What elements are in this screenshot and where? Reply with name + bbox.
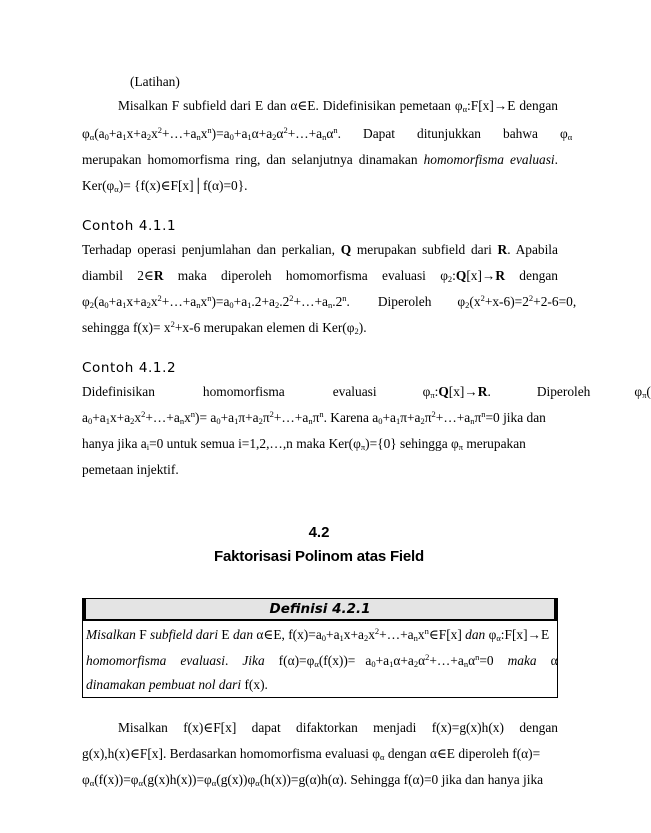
definition-header-bar (82, 598, 558, 620)
contoh2-line-4: pemetaan injektif. (82, 462, 179, 477)
contoh1-line-3: $\varphi_2(a_0+a_1x+a_2x^2+\dots+a_nx^n)=a_0+a_1.2+a_2.2^2+\dots+a_n.2^n$. Diperoleh $\varphi_2(x^2+x-6)=2^2+2-6=0$, (82, 293, 577, 310)
contoh1-line-1: Terhadap operasi penjumlahan dan perkalian, Q merupakan subfield dari R. Apabila (82, 242, 558, 257)
latihan-label: (Latihan) (130, 74, 180, 89)
contoh2-line-3: hanya jika $a_i=0$ untuk semua i=1,2,…,n maka $Ker(\varphi_\pi)=\{0\}$ sehingga $\varphi_\pi$ merupakan (82, 436, 526, 452)
intro-line-3: merupakan homomorfisma ring, dan selanjutnya dinamakan homomorfisma evaluasi. (82, 152, 558, 167)
section-number: 4.2 (308, 524, 330, 541)
definition-line-3: dinamakan pembuat nol dari f(x). (86, 677, 268, 692)
contoh-4-1-2-heading: Contoh 4.1.2 (82, 360, 177, 376)
intro-line-2: $\varphi_\alpha(a_0+a_1x+a_2x^2+\dots+a_nx^n)=a_0+a_1\alpha+a_2\alpha^2+\dots+a_n\alpha^n$. Dapat ditunjukkan bahwa $\varphi_\alpha$ (82, 125, 573, 142)
contoh2-line-1: Didefinisikan homomorfisma evaluasi $\varphi_\pi:Q[x]\to R$. Diperoleh $\varphi_\pi$( (82, 384, 651, 400)
contoh-4-1-1-heading: Contoh 4.1.1 (82, 218, 177, 234)
definition-line-2: homomorfisma evaluasi. Jika $f(\alpha)=\varphi_\alpha(f(x))=$ $a_0+a_1\alpha+a_2\alpha^2+\dots+a_n\alpha^n=0$ maka α (86, 652, 558, 669)
intro-line-1: Misalkan F subfield dari E dan α∈E. Didefinisikan pemetaan $\varphi_\alpha:F[x]\to E$ dengan (118, 98, 558, 114)
contoh1-line-4: sehingga $f(x)= x^2+x-6$ merupakan elemen di $Ker(\varphi_2)$. (82, 319, 367, 336)
closing-line-1: Misalkan f(x)∈F[x] dapat difaktorkan menjadi f(x)=g(x)h(x) dengan (118, 720, 558, 735)
contoh1-line-2: diambil 2∈R maka diperoleh homomorfisma evaluasi $\varphi_2:Q[x]\to R$ dengan (82, 268, 558, 284)
definition-box (82, 620, 558, 698)
contoh2-line-2: $a_0+a_1x+a_2x^2+\dots+a_nx^n)=$ $a_0+a_1\pi+a_2\pi^2+\dots+a_n\pi^n$. Karena $a_0+a_1\pi+a_2\pi^2+\dots+a_n\pi^n=0$ jika dan (82, 409, 546, 426)
definition-title: Definisi 4.2.1 (269, 601, 371, 617)
intro-line-4: $Ker(\varphi_\alpha)=$ {f(x)∈F[x]│f(α)=0}. (82, 178, 248, 194)
closing-line-2: g(x),h(x)∈F[x]. Berdasarkan homomorfisma evaluasi $\varphi_\alpha$ dengan α∈E diperoleh f(α)= (82, 746, 541, 762)
closing-line-3: $\varphi_\alpha(f(x))=\varphi_\alpha(g(x)h(x))=\varphi_\alpha(g(x))\varphi_\alpha(h(x))=g(\alpha)h(\alpha)$. Sehingga f(α)=0 jika dan hanya jika (82, 772, 544, 788)
definition-line-1: Misalkan F subfield dari E dan α∈E, $f(x)=a_0+a_1x+a_2x^2+\dots+a_nx^n\in F[x]$ dan $\varphi_\alpha:F[x]\to E$ (86, 626, 550, 643)
section-title: Faktorisasi Polinom atas Field (214, 548, 424, 565)
